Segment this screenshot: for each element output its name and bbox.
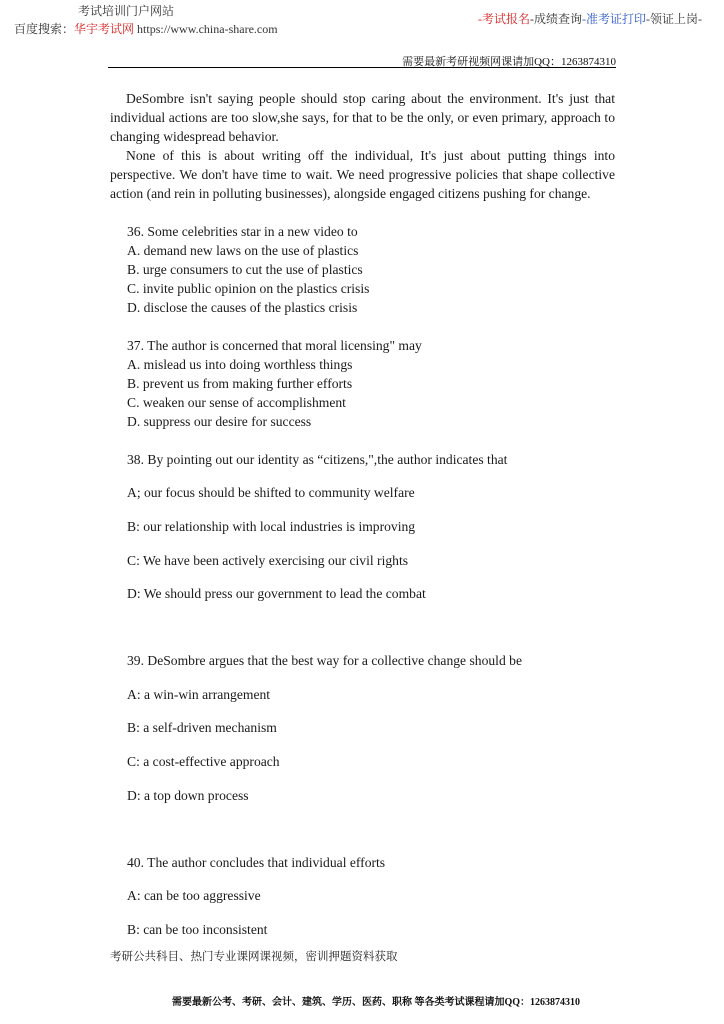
question-40-stem: 40. The author concludes that individual efforts bbox=[127, 855, 386, 870]
nav-get-cert-link[interactable]: 领证上岗 bbox=[649, 12, 698, 26]
question-38-stem: 38. By pointing out our identity as “citizens,",the author indicates that bbox=[127, 452, 508, 467]
question-36-stem: 36. Some celebrities star in a new video to bbox=[127, 224, 358, 239]
question-39-stem: 39. DeSombre argues that the best way for a collective change should be bbox=[127, 653, 522, 668]
question-40-option-a: A: can be too aggressive bbox=[127, 888, 261, 903]
question-36-option-a: A. demand new laws on the use of plastics bbox=[127, 243, 359, 258]
question-39-option-a: A: a win-win arrangement bbox=[127, 687, 271, 702]
question-38-option-a: A; our focus should be shifted to community welfare bbox=[127, 485, 415, 500]
nav-dash: - bbox=[529, 12, 534, 26]
question-37-option-d: D. suppress our desire for success bbox=[127, 414, 312, 429]
search-brand-link[interactable]: 华宇考试网 bbox=[74, 22, 135, 36]
passage-paragraph-1 bbox=[110, 89, 615, 146]
header-divider bbox=[108, 67, 616, 68]
passage-paragraph-2 bbox=[110, 146, 615, 203]
question-36-option-b: B. urge consumers to cut the use of plastics bbox=[127, 262, 363, 277]
nav-dash: - bbox=[698, 12, 702, 26]
question-39-option-b: B: a self-driven mechanism bbox=[127, 720, 277, 735]
nav-exam-signup-link[interactable]: 考试报名 bbox=[481, 12, 530, 26]
passage-text: DeSombre isn't saying people should stop caring about the environment. It's just that individual actions are too slow,she says, for that to be the only, or even primary, approach to changing widespread behavior. bbox=[110, 91, 615, 144]
contact-line: 需要最新考研视频网课请加QQ：1263874310 bbox=[402, 56, 616, 68]
question-37-option-a: A. mislead us into doing worthless things bbox=[127, 357, 353, 372]
question-36-option-d: D. disclose the causes of the plastics crisis bbox=[127, 300, 358, 315]
site-label: 考试培训门户网站 bbox=[78, 4, 175, 18]
question-37-option-b: B. prevent us from making further efforts bbox=[127, 376, 353, 391]
nav-dash: - bbox=[645, 12, 650, 26]
question-39-option-c: C: a cost-effective approach bbox=[127, 754, 280, 769]
footer-contact-line: 需要最新公考、考研、会计、建筑、学历、医药、职称 等各类考试课程请加QQ：1263874310 bbox=[172, 997, 581, 1008]
search-hint bbox=[14, 20, 278, 37]
question-40-option-b: B: can be too inconsistent bbox=[127, 922, 268, 937]
passage-text: None of this is about writing off the individual, It's just about putting things into perspective. We don't have time to wait. We need progressive policies that shape collective action (and rein in polluting businesses), alongside engaged citizens pushing for change. bbox=[110, 148, 615, 201]
footer-promo-line: 考研公共科目、热门专业课网课视频，密训押题资料获取 bbox=[110, 951, 398, 963]
search-url[interactable]: https://www.china-share.com bbox=[137, 22, 278, 36]
question-38-option-b: B: our relationship with local industries is improving bbox=[127, 519, 416, 534]
question-36-option-c: C. invite public opinion on the plastics crisis bbox=[127, 281, 370, 296]
question-39-option-d: D: a top down process bbox=[127, 788, 249, 803]
nav-dash: - bbox=[581, 12, 586, 26]
question-38-option-c: C: We have been actively exercising our civil rights bbox=[127, 553, 409, 568]
nav-dash: - bbox=[477, 12, 482, 26]
nav-admit-print-link[interactable]: 准考证打印 bbox=[585, 12, 646, 26]
question-37-option-c: C. weaken our sense of accomplishment bbox=[127, 395, 346, 410]
question-37-stem: 37. The author is concerned that moral licensing" may bbox=[127, 338, 422, 353]
nav-score-query-link[interactable]: 成绩查询 bbox=[533, 12, 582, 26]
top-nav bbox=[478, 10, 702, 27]
question-38-option-d: D: We should press our government to lead the combat bbox=[127, 586, 426, 601]
search-prefix: 百度搜索： bbox=[14, 22, 75, 36]
